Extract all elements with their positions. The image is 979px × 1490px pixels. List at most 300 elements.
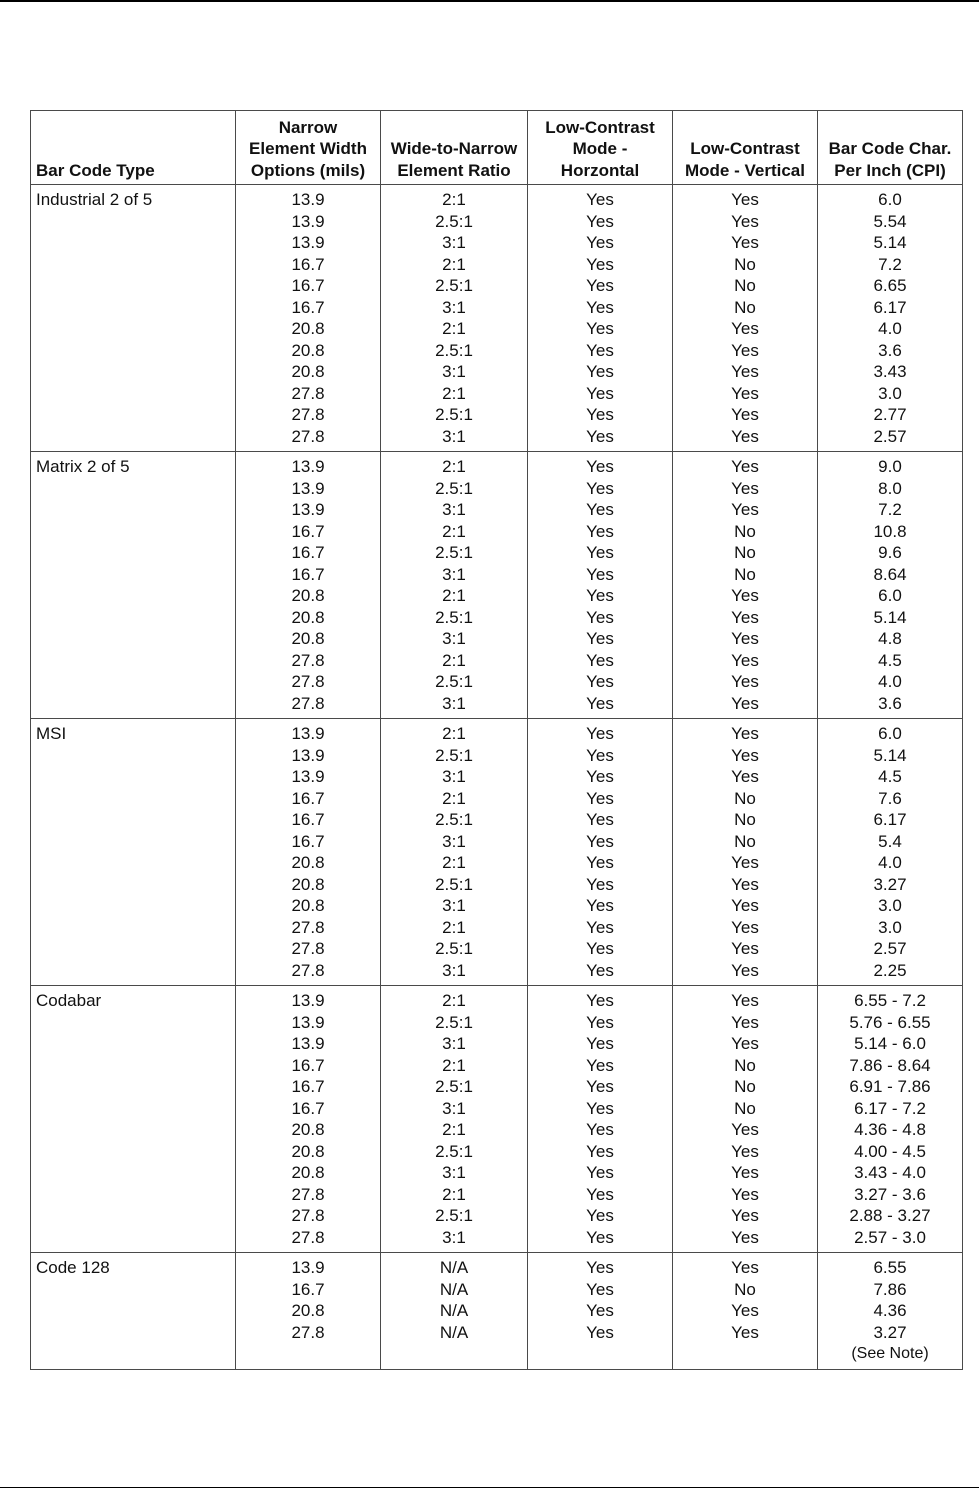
vertical-value: Yes — [731, 607, 759, 627]
vertical-cell — [673, 452, 818, 719]
narrow-width-value: 27.8 — [291, 960, 325, 980]
vertical-value: No — [734, 543, 756, 562]
narrow-width-cell — [236, 719, 381, 986]
ratio-value: 2:1 — [442, 917, 466, 937]
horizontal-value: Yes — [586, 745, 614, 765]
vertical-value: Yes — [731, 1163, 759, 1182]
ratio-value: 2:1 — [442, 1055, 466, 1075]
narrow-width-value: 16.7 — [291, 1077, 325, 1096]
narrow-width-value: 13.9 — [291, 745, 325, 765]
header-line: Mode - — [572, 139, 628, 158]
narrow-width-value: 13.9 — [291, 211, 325, 231]
ratio-value: 3:1 — [442, 1163, 466, 1182]
horizontal-value: Yes — [586, 991, 614, 1010]
cpi-value: 3.43 - 4.0 — [854, 1163, 926, 1182]
header-wide-to-narrow-ratio — [381, 111, 528, 185]
vertical-value: No — [734, 1055, 756, 1075]
narrow-width-value: 16.7 — [291, 1055, 325, 1075]
narrow-width-value: 16.7 — [291, 564, 325, 584]
narrow-width-value: 20.8 — [291, 896, 325, 915]
ratio-value: N/A — [439, 1322, 469, 1342]
cpi-value: 4.00 - 4.5 — [854, 1141, 926, 1161]
vertical-value: No — [734, 1077, 756, 1096]
header-line: Narrow — [278, 117, 338, 137]
horizontal-value: Yes — [586, 853, 614, 872]
horizontal-value: Yes — [586, 521, 614, 541]
vertical-value: Yes — [731, 1206, 759, 1225]
cpi-value: 4.0 — [878, 319, 902, 338]
narrow-width-value: 13.9 — [291, 724, 325, 743]
vertical-value: No — [734, 788, 756, 808]
narrow-width-value: 20.8 — [291, 362, 325, 381]
horizontal-value: Yes — [586, 405, 614, 424]
narrow-width-value: 16.7 — [291, 521, 325, 541]
vertical-value: Yes — [731, 211, 759, 231]
vertical-value: Yes — [731, 319, 759, 338]
header-line: Element Width — [249, 139, 367, 158]
header-bar-code-type — [31, 111, 236, 185]
cpi-value: 2.57 - 3.0 — [854, 1227, 926, 1247]
narrow-width-value: 27.8 — [291, 917, 325, 937]
horizontal-value: Yes — [586, 1206, 614, 1225]
narrow-width-value: 13.9 — [291, 1034, 325, 1053]
horizontal-value: Yes — [586, 650, 614, 670]
horizontal-value: Yes — [586, 874, 614, 894]
horizontal-value: Yes — [586, 1163, 614, 1182]
horizontal-cell — [528, 719, 673, 986]
cpi-value: 5.54 — [873, 211, 907, 231]
ratio-value: 2.5:1 — [435, 1077, 473, 1096]
horizontal-value: Yes — [586, 426, 614, 446]
ratio-value: 2:1 — [442, 319, 466, 338]
table-row — [31, 719, 963, 986]
ratio-value: 2:1 — [442, 1184, 466, 1204]
vertical-value: Yes — [731, 478, 759, 498]
horizontal-value: Yes — [586, 767, 614, 786]
horizontal-value: Yes — [586, 340, 614, 360]
horizontal-value: Yes — [586, 1227, 614, 1247]
cpi-value: 4.36 — [873, 1301, 907, 1320]
narrow-width-value: 13.9 — [291, 991, 325, 1010]
header-line: Horzontal — [560, 160, 640, 180]
vertical-value: Yes — [731, 1120, 759, 1139]
horizontal-value: Yes — [586, 276, 614, 295]
cpi-value: 4.8 — [878, 629, 902, 648]
header-line: Per Inch (CPI) — [834, 160, 946, 180]
cpi-value: 6.0 — [878, 586, 902, 605]
horizontal-value: Yes — [586, 478, 614, 498]
header-narrow-element-width — [236, 111, 381, 185]
horizontal-value: Yes — [586, 1322, 614, 1342]
horizontal-value: Yes — [586, 939, 614, 958]
ratio-value: 3:1 — [442, 362, 466, 381]
header-row — [31, 111, 963, 185]
table-body — [31, 185, 963, 1370]
cpi-value: 4.36 - 4.8 — [854, 1120, 926, 1139]
vertical-value: Yes — [731, 586, 759, 605]
cpi-value: 7.2 — [878, 254, 902, 274]
narrow-width-value: 27.8 — [291, 1322, 325, 1342]
horizontal-value: Yes — [586, 607, 614, 627]
ratio-value: 2.5:1 — [435, 340, 473, 360]
cpi-value: 6.55 — [873, 1258, 907, 1277]
cpi-value: 2.57 — [873, 939, 907, 958]
cpi-value: 6.65 — [873, 276, 907, 295]
cpi-value: 8.0 — [878, 478, 902, 498]
cpi-value: 3.6 — [878, 693, 902, 713]
top-rule — [0, 0, 979, 2]
narrow-width-value: 16.7 — [291, 297, 325, 317]
cpi-value: 4.5 — [878, 650, 902, 670]
narrow-width-value: 20.8 — [291, 1163, 325, 1182]
vertical-cell — [673, 986, 818, 1253]
table-row — [31, 1253, 963, 1370]
cpi-value: 5.4 — [878, 831, 902, 851]
cpi-value: 3.27 — [873, 874, 907, 894]
narrow-width-value: 16.7 — [291, 831, 325, 851]
cpi-cell — [818, 719, 963, 986]
ratio-value: 2.5:1 — [435, 478, 473, 498]
cpi-value: 4.5 — [878, 767, 902, 786]
vertical-cell — [673, 719, 818, 986]
ratio-value: N/A — [439, 1279, 469, 1299]
horizontal-value: Yes — [586, 457, 614, 476]
ratio-value: 2.5:1 — [435, 745, 473, 765]
narrow-width-value: 13.9 — [291, 457, 325, 476]
cpi-value: 5.14 - 6.0 — [854, 1034, 926, 1053]
cpi-value: 5.14 — [873, 607, 907, 627]
ratio-value: 3:1 — [442, 1227, 466, 1247]
horizontal-value: Yes — [586, 1301, 614, 1320]
narrow-width-value: 13.9 — [291, 478, 325, 498]
vertical-value: Yes — [731, 190, 759, 209]
narrow-width-value: 20.8 — [291, 1141, 325, 1161]
narrow-width-value: 27.8 — [291, 1184, 325, 1204]
vertical-value: No — [734, 810, 756, 829]
horizontal-value: Yes — [586, 1279, 614, 1299]
ratio-value: 3:1 — [442, 767, 466, 786]
vertical-value: No — [734, 1098, 756, 1118]
bar-code-type-cell — [31, 1253, 236, 1370]
vertical-value: Yes — [731, 693, 759, 713]
horizontal-value: Yes — [586, 383, 614, 403]
vertical-value: Yes — [731, 383, 759, 403]
ratio-value: 3:1 — [442, 426, 466, 446]
cpi-value: 9.0 — [878, 457, 902, 476]
cpi-value: 2.25 — [873, 960, 907, 980]
narrow-width-value: 20.8 — [291, 340, 325, 360]
vertical-cell — [673, 1253, 818, 1370]
narrow-width-value: 20.8 — [291, 586, 325, 605]
table-row — [31, 185, 963, 452]
ratio-value: 2.5:1 — [435, 543, 473, 562]
horizontal-value: Yes — [586, 254, 614, 274]
ratio-value: 2.5:1 — [435, 1141, 473, 1161]
ratio-value: 2:1 — [442, 1120, 466, 1139]
bar-code-type-label: Code 128 — [36, 1258, 110, 1277]
cpi-value: 5.14 — [873, 745, 907, 765]
bar-code-type-label: Industrial 2 of 5 — [36, 190, 153, 209]
table-row — [31, 986, 963, 1253]
cpi-cell — [818, 185, 963, 452]
vertical-value: Yes — [731, 874, 759, 894]
vertical-cell — [673, 185, 818, 452]
ratio-value: 3:1 — [442, 831, 466, 851]
vertical-value: Yes — [731, 1227, 759, 1247]
horizontal-value: Yes — [586, 297, 614, 317]
vertical-value: No — [734, 297, 756, 317]
narrow-width-value: 16.7 — [291, 810, 325, 829]
narrow-width-cell — [236, 1253, 381, 1370]
ratio-value: 2.5:1 — [435, 874, 473, 894]
cpi-cell — [818, 452, 963, 719]
horizontal-value: Yes — [586, 319, 614, 338]
cpi-value: 2.88 - 3.27 — [849, 1206, 931, 1225]
header-line: Bar Code Char. — [828, 139, 952, 158]
header-low-contrast-horizontal — [528, 111, 673, 185]
horizontal-value: Yes — [586, 1055, 614, 1075]
ratio-value: 3:1 — [442, 564, 466, 584]
header-line: Bar Code Type — [36, 160, 155, 180]
vertical-value: Yes — [731, 1258, 759, 1277]
ratio-cell — [381, 185, 528, 452]
cpi-value: 5.14 — [873, 233, 907, 252]
ratio-value: 2:1 — [442, 788, 466, 808]
cpi-value: 6.55 - 7.2 — [854, 991, 926, 1010]
table-row — [31, 452, 963, 719]
cpi-value: 7.6 — [878, 788, 902, 808]
vertical-value: Yes — [731, 1322, 759, 1342]
ratio-value: 2:1 — [442, 650, 466, 670]
narrow-width-value: 20.8 — [291, 607, 325, 627]
ratio-value: 3:1 — [442, 896, 466, 915]
horizontal-value: Yes — [586, 896, 614, 915]
horizontal-value: Yes — [586, 960, 614, 980]
ratio-value: 3:1 — [442, 297, 466, 317]
horizontal-value: Yes — [586, 629, 614, 648]
narrow-width-value: 16.7 — [291, 254, 325, 274]
ratio-value: 2.5:1 — [435, 939, 473, 958]
bar-code-type-cell — [31, 185, 236, 452]
vertical-value: Yes — [731, 896, 759, 915]
horizontal-value: Yes — [586, 1012, 614, 1032]
horizontal-value: Yes — [586, 1141, 614, 1161]
horizontal-value: Yes — [586, 1120, 614, 1139]
vertical-value: No — [734, 521, 756, 541]
cpi-value: 6.17 — [873, 810, 907, 829]
vertical-value: Yes — [731, 1141, 759, 1161]
cpi-value: 8.64 — [873, 564, 907, 584]
cpi-value: 9.6 — [878, 543, 902, 562]
cpi-value: 4.0 — [878, 853, 902, 872]
header-cpi — [818, 111, 963, 185]
see-note-text: (See Note) — [851, 1345, 929, 1362]
cpi-value: 6.17 — [873, 297, 907, 317]
cpi-value: 3.27 - 3.6 — [854, 1184, 926, 1204]
header-line: Wide-to-Narrow — [390, 139, 518, 158]
bar-code-type-label: Codabar — [36, 991, 102, 1010]
narrow-width-value: 16.7 — [291, 543, 325, 562]
ratio-value: 3:1 — [442, 693, 466, 713]
ratio-value: 2:1 — [442, 254, 466, 274]
cpi-cell — [818, 986, 963, 1253]
vertical-value: Yes — [731, 362, 759, 381]
ratio-value: 2.5:1 — [435, 1012, 473, 1032]
ratio-value: 3:1 — [442, 233, 466, 252]
ratio-value: 2:1 — [442, 991, 466, 1010]
ratio-value: 2.5:1 — [435, 672, 473, 691]
horizontal-cell — [528, 1253, 673, 1370]
horizontal-value: Yes — [586, 190, 614, 209]
horizontal-value: Yes — [586, 543, 614, 562]
cpi-value: 5.76 - 6.55 — [849, 1012, 931, 1032]
narrow-width-value: 27.8 — [291, 383, 325, 403]
header-line: Mode - Vertical — [685, 160, 805, 180]
ratio-value: N/A — [439, 1258, 469, 1277]
narrow-width-value: 16.7 — [291, 788, 325, 808]
horizontal-cell — [528, 986, 673, 1253]
narrow-width-value: 27.8 — [291, 672, 325, 691]
bar-code-type-cell — [31, 986, 236, 1253]
horizontal-value: Yes — [586, 693, 614, 713]
narrow-width-value: 27.8 — [291, 405, 325, 424]
cpi-value: 6.17 - 7.2 — [854, 1098, 926, 1118]
ratio-value: 2.5:1 — [435, 211, 473, 231]
narrow-width-value: 16.7 — [291, 1098, 325, 1118]
cpi-value: 6.0 — [878, 724, 902, 743]
vertical-value: Yes — [731, 650, 759, 670]
narrow-width-value: 13.9 — [291, 1012, 325, 1032]
cpi-value: 6.91 - 7.86 — [849, 1077, 931, 1096]
vertical-value: Yes — [731, 745, 759, 765]
cpi-value: 3.0 — [878, 383, 902, 403]
narrow-width-value: 20.8 — [291, 853, 325, 872]
header-low-contrast-vertical — [673, 111, 818, 185]
horizontal-value: Yes — [586, 1077, 614, 1096]
horizontal-value: Yes — [586, 564, 614, 584]
ratio-value: 2.5:1 — [435, 607, 473, 627]
narrow-width-value: 27.8 — [291, 426, 325, 446]
ratio-value: 2.5:1 — [435, 1206, 473, 1225]
ratio-cell — [381, 1253, 528, 1370]
cpi-value: 2.77 — [873, 405, 907, 424]
vertical-value: Yes — [731, 939, 759, 958]
ratio-value: 2:1 — [442, 586, 466, 605]
vertical-value: Yes — [731, 724, 759, 743]
horizontal-value: Yes — [586, 788, 614, 808]
horizontal-value: Yes — [586, 1098, 614, 1118]
horizontal-value: Yes — [586, 917, 614, 937]
vertical-value: Yes — [731, 629, 759, 648]
vertical-value: Yes — [731, 500, 759, 519]
vertical-value: No — [734, 831, 756, 851]
cpi-value: 3.0 — [878, 917, 902, 937]
vertical-value: Yes — [731, 767, 759, 786]
vertical-value: Yes — [731, 917, 759, 937]
ratio-value: 2:1 — [442, 457, 466, 476]
horizontal-value: Yes — [586, 586, 614, 605]
vertical-value: Yes — [731, 672, 759, 691]
ratio-value: 3:1 — [442, 1034, 466, 1053]
cpi-value: 7.86 — [873, 1279, 907, 1299]
narrow-width-cell — [236, 452, 381, 719]
horizontal-value: Yes — [586, 233, 614, 252]
horizontal-value: Yes — [586, 810, 614, 829]
horizontal-value: Yes — [586, 1258, 614, 1277]
vertical-value: Yes — [731, 1184, 759, 1204]
ratio-value: 2:1 — [442, 190, 466, 209]
cpi-value: 2.57 — [873, 426, 907, 446]
narrow-width-value: 13.9 — [291, 190, 325, 209]
vertical-value: Yes — [731, 991, 759, 1010]
horizontal-value: Yes — [586, 831, 614, 851]
ratio-cell — [381, 986, 528, 1253]
ratio-value: 2:1 — [442, 383, 466, 403]
vertical-value: Yes — [731, 233, 759, 252]
vertical-value: No — [734, 276, 756, 295]
horizontal-cell — [528, 185, 673, 452]
ratio-value: 2.5:1 — [435, 810, 473, 829]
ratio-value: 3:1 — [442, 500, 466, 519]
vertical-value: Yes — [731, 340, 759, 360]
vertical-value: No — [734, 254, 756, 274]
ratio-value: 3:1 — [442, 1098, 466, 1118]
narrow-width-value: 20.8 — [291, 1120, 325, 1139]
vertical-value: Yes — [731, 1012, 759, 1032]
header-line: Low-Contrast — [690, 139, 800, 158]
cpi-value: 3.6 — [878, 340, 902, 360]
vertical-value: Yes — [731, 426, 759, 446]
horizontal-cell — [528, 452, 673, 719]
horizontal-value: Yes — [586, 362, 614, 381]
cpi-value: 6.0 — [878, 190, 902, 209]
narrow-width-value: 27.8 — [291, 1227, 325, 1247]
narrow-width-value: 27.8 — [291, 939, 325, 958]
narrow-width-value: 27.8 — [291, 693, 325, 713]
horizontal-value: Yes — [586, 211, 614, 231]
cpi-value: 3.0 — [878, 896, 902, 915]
narrow-width-value: 27.8 — [291, 1206, 325, 1225]
narrow-width-value: 20.8 — [291, 319, 325, 338]
horizontal-value: Yes — [586, 1184, 614, 1204]
bar-code-type-label: MSI — [36, 724, 67, 743]
ratio-value: 2:1 — [442, 521, 466, 541]
ratio-value: 3:1 — [442, 629, 466, 648]
ratio-value: 3:1 — [442, 960, 466, 980]
vertical-value: Yes — [731, 405, 759, 424]
bar-code-table — [30, 110, 963, 1370]
narrow-width-value: 20.8 — [291, 1301, 325, 1320]
vertical-value: Yes — [731, 457, 759, 476]
header-line: Options (mils) — [250, 160, 366, 180]
vertical-value: Yes — [731, 853, 759, 872]
bar-code-type-label: Matrix 2 of 5 — [36, 457, 130, 476]
narrow-width-cell — [236, 986, 381, 1253]
narrow-width-cell — [236, 185, 381, 452]
horizontal-value: Yes — [586, 724, 614, 743]
header-line: Low-Contrast — [545, 117, 655, 137]
vertical-value: No — [734, 564, 756, 584]
narrow-width-value: 20.8 — [291, 874, 325, 894]
ratio-value: 2.5:1 — [435, 276, 473, 295]
cpi-value: 4.0 — [878, 672, 902, 691]
narrow-width-value: 16.7 — [291, 276, 325, 295]
narrow-width-value: 13.9 — [291, 233, 325, 252]
narrow-width-value: 13.9 — [291, 500, 325, 519]
ratio-cell — [381, 452, 528, 719]
cpi-value: 7.2 — [878, 500, 902, 519]
vertical-value: Yes — [731, 1301, 759, 1320]
